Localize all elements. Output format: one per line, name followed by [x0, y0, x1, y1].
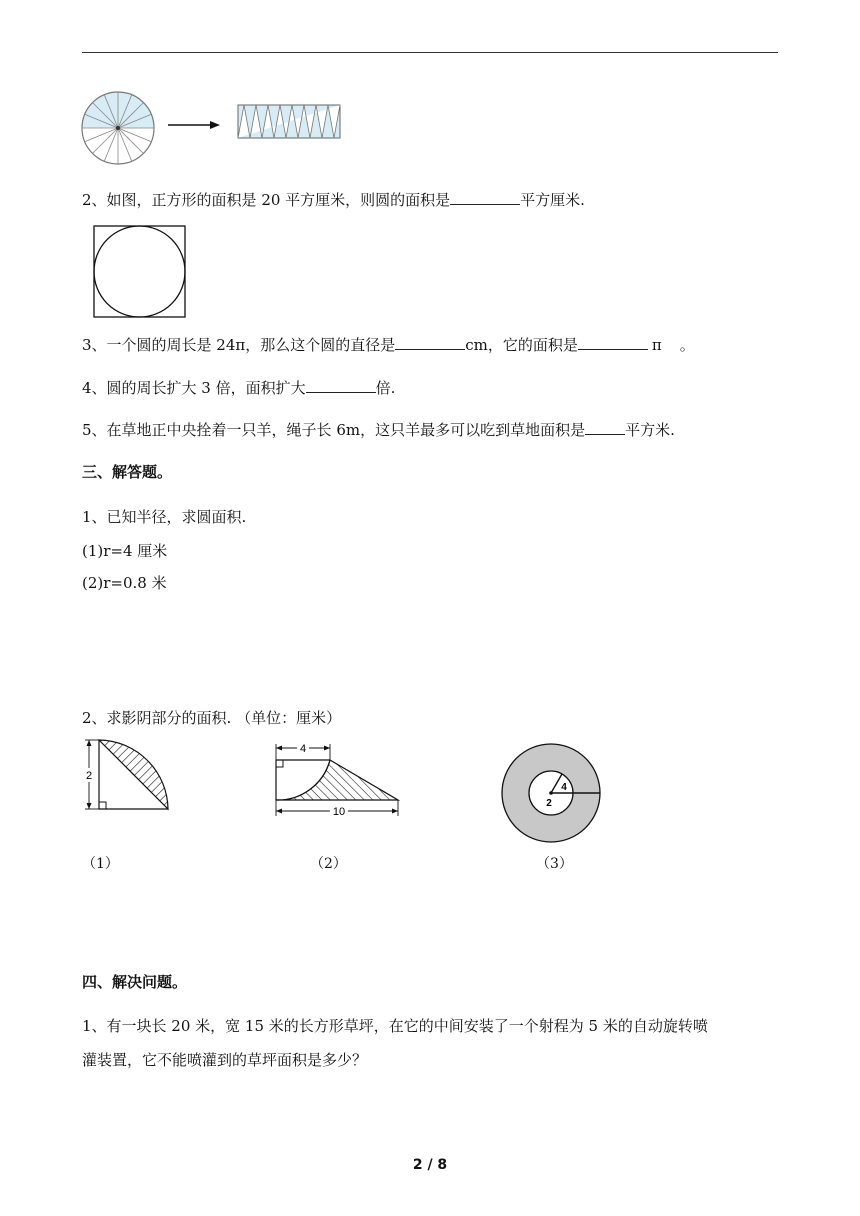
s3-question-1b: (2)r=0.8 米: [82, 574, 167, 592]
circle-to-rectangle-figure: [80, 90, 360, 170]
fig2-bottom-label: 10: [332, 806, 346, 818]
fig1-dimension-label: 2: [85, 770, 93, 782]
s3-question-1: 1、已知半径，求圆面积.: [82, 508, 247, 526]
fig2-caption: （2）: [310, 856, 347, 872]
s3-question-2: 2、求影阴部分的面积. （单位：厘米）: [82, 709, 342, 727]
fig2-top-label: 4: [299, 743, 307, 755]
question-3: 3、一个圆的周长是 24π，那么这个圆的直径是 cm，它的面积是 π 。: [82, 336, 695, 354]
section-3-title: 三、解答题。: [82, 463, 173, 481]
sector-circle-icon: [82, 92, 154, 164]
arrow-right-icon: [168, 121, 220, 129]
square-circle-figure: [93, 225, 187, 319]
s4-question-1-line1: 1、有一块长 20 米，宽 15 米的长方形草坪，在它的中间安装了一个射程为 5 米的自动旋转喷: [82, 1017, 708, 1035]
question-5: 5、在草地正中央拴着一只羊，绳子长 6m，这只羊最多可以吃到草地面积是 平方米.: [82, 421, 675, 439]
answer-blank[interactable]: [395, 335, 465, 350]
figure-3: [500, 742, 602, 844]
figure-2: [270, 740, 410, 820]
figure-1: [80, 736, 180, 816]
rearranged-rectangle-icon: [238, 105, 340, 138]
question-4: 4、圆的周长扩大 3 倍，面积扩大 倍.: [82, 379, 396, 397]
fig3-caption: （3）: [536, 856, 573, 872]
fig3-inner-label: 2: [546, 798, 552, 809]
header-rule: [82, 52, 778, 53]
fig1-caption: （1）: [82, 856, 119, 872]
answer-blank[interactable]: [450, 190, 520, 205]
fig3-outer-label: 4: [561, 782, 567, 793]
section-4-title: 四、解决问题。: [82, 973, 188, 991]
answer-blank[interactable]: [306, 378, 376, 393]
s3-question-1a: (1)r=4 厘米: [82, 542, 168, 560]
s4-question-1-line2: 灌装置，它不能喷灌到的草坪面积是多少？: [82, 1051, 368, 1069]
answer-blank[interactable]: [585, 420, 625, 435]
page-number: 2 / 8: [412, 1157, 448, 1173]
answer-blank[interactable]: [578, 335, 648, 350]
question-2: 2、如图，正方形的面积是 20 平方厘米，则圆的面积是 平方厘米.: [82, 191, 585, 209]
